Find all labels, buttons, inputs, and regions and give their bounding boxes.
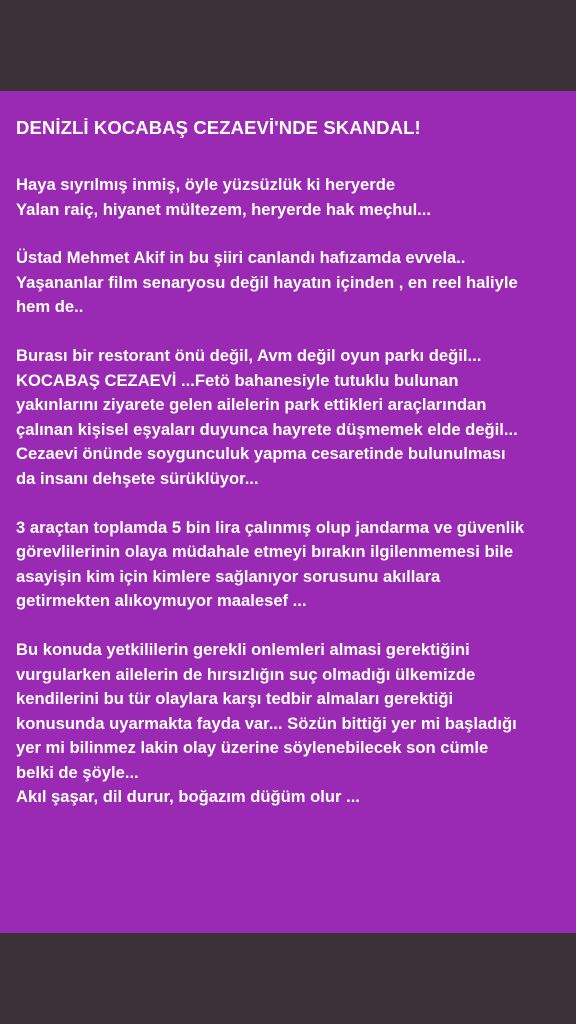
text-line: yakınlarını ziyarete gelen ailelerin park ettikleri araçlarından <box>16 395 487 415</box>
post-title: DENİZLİ KOCABAŞ CEZAEVİ'NDE SKANDAL! <box>16 117 421 138</box>
text-post-card <box>0 91 576 933</box>
text-line: da insanı dehşete sürüklüyor... <box>16 468 259 488</box>
text-line: Yaşananlar film senaryosu değil hayatın içinden , en reel haliyle <box>16 272 518 292</box>
paragraph-3 <box>16 344 562 492</box>
text-line: Haya sıyrılmış inmiş, öyle yüzsüzlük ki heryerde <box>16 175 396 194</box>
paragraph-2 <box>16 246 562 320</box>
top-frame-bar <box>0 0 576 91</box>
text-line: Cezaevi önünde soygunculuk yapma cesaretinde bulunulması <box>16 444 506 464</box>
text-line: hem de.. <box>16 297 84 317</box>
text-line: 3 araçtan toplamda 5 bin lira çalınmış olup jandarma ve güvenlik <box>16 517 525 537</box>
text-line: KOCABAŞ CEZAEVİ ...Fetö bahanesiyle tutuklu bulunan <box>16 370 459 390</box>
text-line: Üstad Mehmet Akif in bu şiiri canlandı hafızamda evvela.. <box>16 248 466 268</box>
text-line: Bu konuda yetkililerin gerekli onlemleri almasi gerektiğini <box>16 639 470 659</box>
paragraph-5 <box>16 638 562 810</box>
paragraph-1 <box>16 173 562 222</box>
text-line: vurgularken ailelerin de hırsızlığın suç olmadığı ülkemizde <box>16 664 476 684</box>
text-line: Akıl şaşar, dil durur, boğazım düğüm olur ... <box>16 787 360 807</box>
text-line: Yalan raiç, hiyanet mültezem, heryerde hak meçhul... <box>16 199 432 219</box>
text-line: belki de şöyle... <box>16 762 139 782</box>
text-line: yer mi bilinmez lakin olay üzerine söylenebilecek son cümle <box>16 738 489 758</box>
text-line: getirmekten alıkoymuyor maalesef ... <box>16 591 307 611</box>
text-line: çalınan kişisel eşyaları duyunca hayrete düşmemek elde değil... <box>16 419 518 439</box>
text-line: konusunda uyarmakta fayda var... Sözün bittiği yer mi başladığı <box>16 713 517 733</box>
paragraph-4 <box>16 516 562 614</box>
text-line: Burası bir restorant önü değil, Avm değil oyun parkı değil... <box>16 345 482 365</box>
text-line: görevlilerinin olaya müdahale etmeyi bırakın ilgilenmemesi bile <box>16 542 514 562</box>
bottom-frame-bar <box>0 933 576 1024</box>
text-line: kendilerini bu tür olaylara karşı tedbir almaları gerektiği <box>16 689 454 709</box>
text-line: asayişin kim için kimlere sağlanıyor sorusunu akıllara <box>16 566 441 586</box>
